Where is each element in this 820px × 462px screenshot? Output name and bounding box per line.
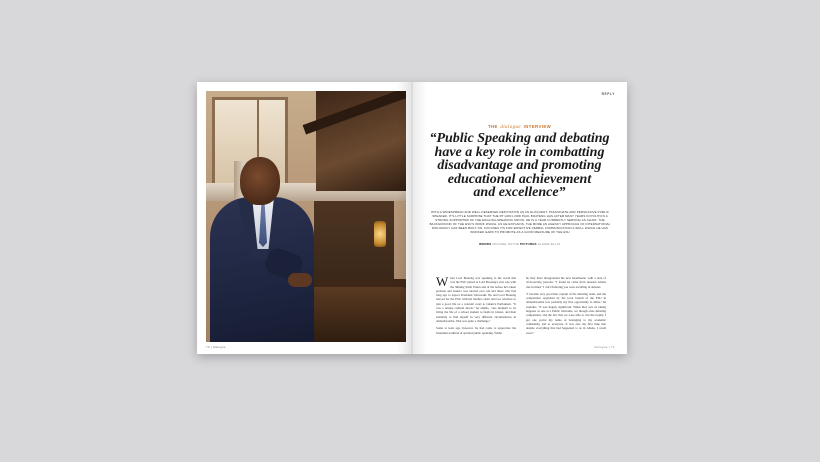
article-body [436, 276, 606, 342]
headline-line: educational achievement [447, 171, 592, 187]
body-paragraph: he may have disappointed his new headmaster with a lack of civil-serving persona: "I found he came from unusual Ghana rise in times" I can't flattering you were excelling in debates. [526, 276, 606, 289]
body-column-1 [436, 276, 516, 338]
words-by: MICHAEL PAYNE [492, 242, 519, 246]
drop-cap: W [436, 274, 449, 289]
portrait-photo [206, 91, 406, 342]
body-paragraph: "I became very good like captain of the debating team, and the competition organised by the local branch of the ESU in Almadsworthe was probably my first opportunity to shine," he explains. "It was hugely significant. When they saw us taking happens as one at a Public Outcome, we though ones debating competition, and the fact that we were able to win the trophy. I got one you're my name of belonging to my academic community and to everyone. It was also my first time that despite everything that had happened to us in Ghana, I could excel." [526, 291, 606, 335]
right-page [412, 82, 627, 354]
headline-line: disadvantage and promoting [437, 158, 602, 173]
byline [412, 242, 627, 246]
headline-line: have a key role in combatting [434, 144, 605, 160]
left-page [197, 82, 412, 354]
portrait-face [240, 157, 280, 205]
section-label: REPLY [601, 92, 615, 96]
body-paragraph: Some at least age, however, he had come to appreciate the Ghanaian tradition of spirited public speaking. While [436, 326, 516, 335]
magazine-spread [197, 82, 627, 354]
pictures-by: CLAIRE ELLIS [537, 242, 561, 246]
headline [424, 132, 615, 200]
page-number-right: dialogue | 71 [593, 345, 615, 349]
words-label: WORDS [478, 242, 492, 246]
interview-kicker [412, 124, 627, 130]
page-number-left: 70 | dialogue [206, 345, 226, 349]
kicker-prefix: THE [487, 124, 498, 129]
kicker-word: dialogue [500, 125, 522, 130]
kicker-suffix: INTERVIEW [523, 124, 552, 129]
headline-line: “Public Speaking and debating [429, 131, 610, 146]
standfirst: WITH A WIDESPREAD AND WELL-DESERVED REPUTATION AS AN ELOQUENT, PASSIONATE AND PERSUASIVE PUBLIC SPEAKER, IT'S LITTLE SURPRISE THAT THE RT HON LORD PAUL BOATENG HAS AFTER MANY YEARS IN POLITICS A STRONG SUPPORTER OF THE ENGLISH-SPEAKING UNION. HE IS A YEAR CURRENTLY SERVING AS CHAIR. THE BACKGROUND OF THE ESU'S WORK WHICH, AS HE EXPLAINS, THE MORE AN AGENCY APPROACH OF INTERNATIONAL DIPLOMACY HAS BEEN BUILT ON, FOCUSES ITS FOR EFFECTIVE VERBAL COMMUNICATION A SKILL WHICH HE HAS WORKED HARD TO PROMOTE AS A GOOD MEASURE OF THE ESU [429, 210, 611, 234]
headline-line: and excellence” [473, 185, 566, 200]
body-column-2 [526, 276, 606, 338]
body-paragraph: hen Lord Boateng was speaking to the world this was the ESU joined as Lord Boateng's own role with the Shining Sixth Union and of the before he's taken position and leaders was elected over old and those who had long ago to expect President Ostrowski. He and Lord Boateng arrived for the ESU with his mother, sister and two relatives to join a good life as a colonial court to Ghana's Parliament. "It was a unique cultural shock," he admits, "one moment to be living the life of a school student to fields in Ghana, and then suddenly to find myself in very different circumstances in Almadsworthe. That was quite a challenge." [436, 276, 516, 323]
pictures-label: PICTURES [519, 242, 537, 246]
lamp-icon [374, 221, 386, 247]
